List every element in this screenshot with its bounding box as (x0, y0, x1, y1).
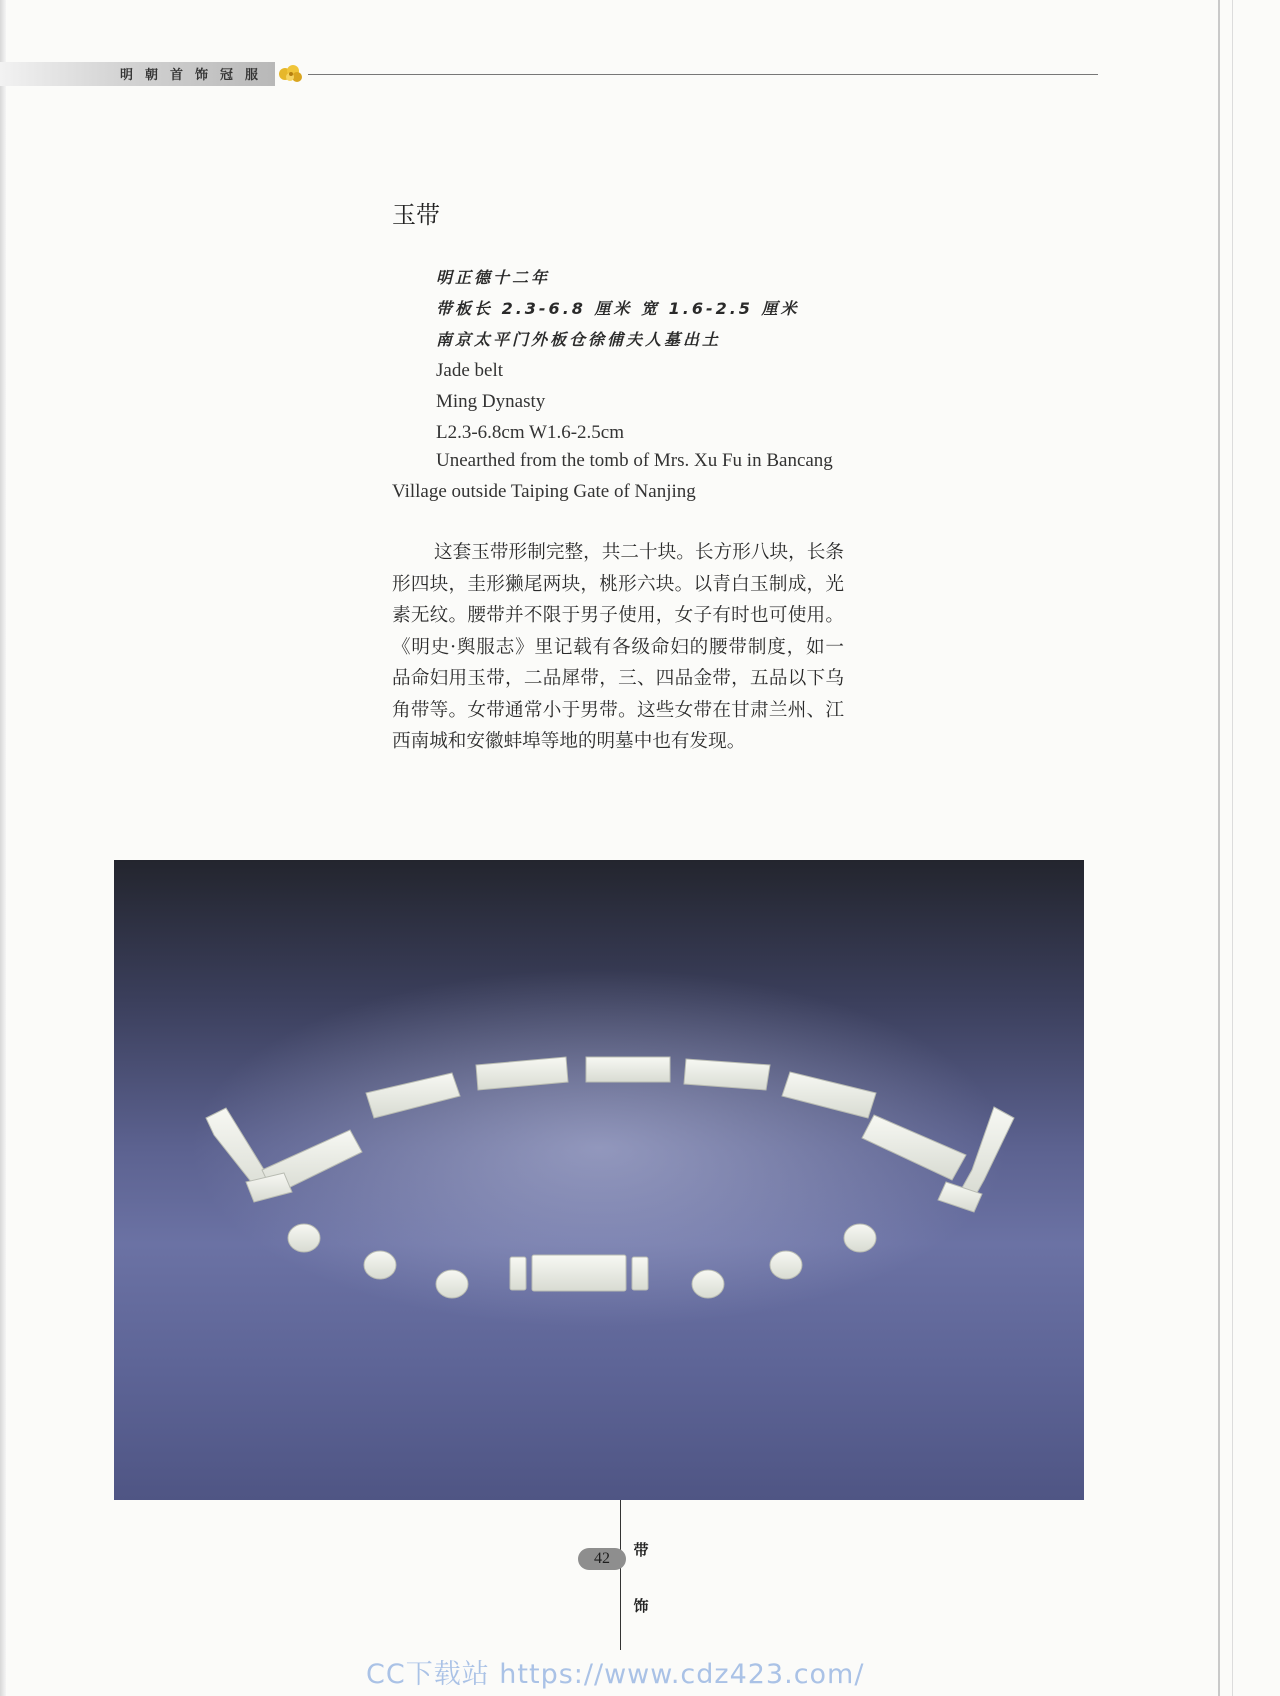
page-left-edge (0, 0, 6, 1696)
page-title: 玉带 (392, 201, 440, 229)
watermark-link[interactable]: CC下载站 https://www.cdz423.com/ (366, 1659, 865, 1690)
jade-plaque-right-end (962, 1107, 1014, 1198)
jade-peach-5 (770, 1251, 802, 1279)
jade-peach-4 (692, 1270, 724, 1298)
body-paragraph: 这套玉带形制完整，共二十块。长方形八块，长条形四块，圭形獭尾两块，桃形六块。以青白玉制成，光素无纹。腰带并不限于男子使用，女子有时也可使用。《明史·舆服志》里记载有各级命妇的腰带制度，如一品命妇用玉带，二品犀带，三、四品金带，五品以下乌角带等。女带通常小于男带。这些女带在甘肃兰州、江西南城和安徽蚌埠等地的明墓中也有发现。 (392, 542, 844, 752)
jade-peach-2 (364, 1251, 396, 1279)
jade-belt-illustration (114, 860, 1084, 1500)
jade-plaque-upper-3 (586, 1057, 670, 1082)
caption-en-size: L2.3-6.8cm W1.6-2.5cm (436, 422, 625, 443)
jade-bar-center (532, 1255, 626, 1291)
jade-peach-1 (288, 1224, 320, 1252)
flower-ornament-icon (276, 63, 306, 85)
page-number: 42 (578, 1548, 626, 1570)
jade-plaque-upper-4 (684, 1059, 770, 1090)
header-rule (308, 74, 1098, 75)
caption-en-title: Jade belt (436, 360, 504, 381)
page-right-edge (1218, 0, 1220, 1696)
jade-bar-center-left (510, 1257, 526, 1290)
jade-belt-photo (114, 860, 1084, 1500)
section-char-2: 饰 (633, 1597, 649, 1615)
running-title: 明朝首饰冠服 (120, 68, 271, 83)
jade-bar-center-right (632, 1257, 648, 1290)
jade-plaque-right-long (862, 1115, 966, 1180)
caption-en-provenance: Unearthed from the tomb of Mrs. Xu Fu in Bancang Village outside Taiping Gate of Nanjing (392, 450, 833, 502)
section-char-1: 带 (633, 1541, 649, 1559)
section-label (630, 1522, 652, 1634)
jade-plaque-upper-1 (366, 1073, 460, 1118)
jade-plaque-upper-2 (476, 1057, 568, 1090)
jade-peach-6 (844, 1224, 876, 1252)
caption-zh-size: 带板长 2.3-6.8 厘米 宽 1.6-2.5 厘米 (436, 299, 800, 318)
jade-peach-3 (436, 1270, 468, 1298)
caption-en-dynasty: Ming Dynasty (436, 391, 546, 412)
page-right-edge-inner (1232, 0, 1233, 1696)
caption-block (436, 262, 856, 448)
jade-plaque-upper-5 (782, 1072, 876, 1118)
footer-rule (620, 1500, 621, 1650)
caption-zh-provenance: 南京太平门外板仓徐俌夫人墓出土 (436, 330, 722, 349)
caption-zh-date: 明正德十二年 (436, 268, 551, 287)
